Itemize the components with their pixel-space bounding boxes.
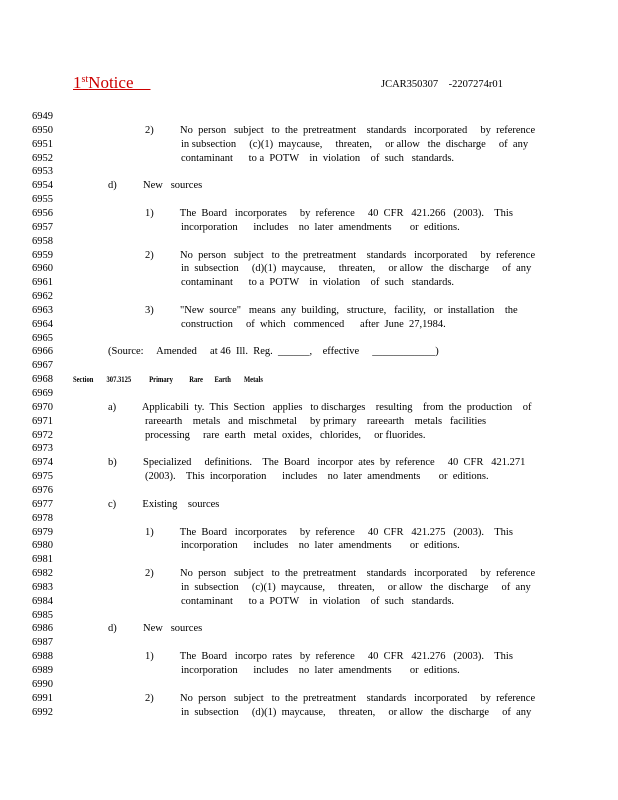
line-number: 6954 bbox=[32, 180, 53, 192]
line-text: in subsection (c)(1) maycause, threaten, or allow the discharge of any bbox=[181, 581, 531, 593]
document-line bbox=[0, 595, 618, 609]
document-line bbox=[0, 664, 618, 678]
document-line bbox=[0, 193, 618, 207]
document-line bbox=[0, 179, 618, 193]
line-number: 6953 bbox=[32, 166, 53, 178]
document-line bbox=[0, 526, 618, 540]
document-line bbox=[0, 152, 618, 166]
line-text: d) New sources bbox=[108, 623, 203, 635]
line-text: 2) No person subject to the pretreatment standards incorporated by reference bbox=[145, 124, 536, 136]
line-number: 6980 bbox=[32, 540, 53, 552]
line-number: 6963 bbox=[32, 304, 53, 316]
line-number: 6967 bbox=[32, 360, 53, 372]
line-text: 1) The Board incorporates by reference 40 CFR 421.266 (2003). This bbox=[145, 207, 513, 219]
line-number: 6961 bbox=[32, 277, 53, 289]
line-number: 6978 bbox=[32, 512, 53, 524]
line-number: 6956 bbox=[32, 207, 53, 219]
document-line bbox=[0, 415, 618, 429]
document-code: JCAR350307 -2207274r01 bbox=[381, 79, 503, 90]
line-number: 6986 bbox=[32, 623, 53, 635]
document-line bbox=[0, 692, 618, 706]
document-line bbox=[0, 442, 618, 456]
line-number: 6982 bbox=[32, 568, 53, 580]
line-text: 2) No person subject to the pretreatment standards incorporated by reference bbox=[145, 568, 536, 580]
document-line bbox=[0, 512, 618, 526]
line-number: 6985 bbox=[32, 609, 53, 621]
document-line bbox=[0, 401, 618, 415]
line-number: 6989 bbox=[32, 665, 53, 676]
document-line bbox=[0, 581, 618, 595]
line-text: processing rare earth metal oxides, chlorides, or fluorides. bbox=[145, 429, 426, 441]
line-number: 6987 bbox=[32, 637, 53, 649]
document-line bbox=[0, 138, 618, 152]
line-text: 3) "New source" means any building, structure, facility, or installation the bbox=[145, 304, 518, 316]
document-line bbox=[0, 650, 618, 664]
line-number: 6976 bbox=[32, 484, 53, 496]
line-text: in subsection (c)(1) maycause, threaten, or allow the discharge of any bbox=[181, 138, 529, 150]
line-number: 6979 bbox=[32, 526, 53, 538]
document-line bbox=[0, 539, 618, 553]
line-text: incorporation includes no later amendments or editions. bbox=[181, 540, 460, 552]
document-line bbox=[0, 567, 618, 581]
line-text: contaminant to a POTW in violation of such standards. bbox=[181, 152, 455, 164]
notice-heading bbox=[73, 72, 151, 94]
line-number: 6984 bbox=[32, 595, 53, 607]
document-line bbox=[0, 553, 618, 567]
line-number: 6957 bbox=[32, 221, 53, 233]
line-text: (2003). This incorporation includes no later amendments or editions. bbox=[145, 471, 489, 483]
line-text: 1) The Board incorpo rates by reference 40 CFR 421.276 (2003). This bbox=[145, 651, 513, 663]
line-number: 6975 bbox=[32, 471, 53, 483]
line-number: 6971 bbox=[32, 415, 53, 427]
line-number: 6960 bbox=[32, 263, 53, 275]
line-number: 6950 bbox=[32, 124, 53, 136]
document-line bbox=[0, 290, 618, 304]
line-text: 2) No person subject to the pretreatment standards incorporated by reference bbox=[145, 249, 536, 261]
document-line bbox=[0, 609, 618, 623]
line-number: 6973 bbox=[32, 443, 53, 455]
document-line bbox=[0, 456, 618, 470]
line-number: 6981 bbox=[32, 554, 53, 566]
document-line bbox=[0, 498, 618, 512]
document-line bbox=[0, 249, 618, 263]
line-text: (Source: Amended at 46 Ill. Reg. ______, effective ____________) bbox=[108, 346, 439, 358]
line-number: 6965 bbox=[32, 332, 53, 344]
line-text: Section 307.3125 Primary Rare Earth Metals bbox=[73, 375, 263, 385]
line-number: 6972 bbox=[32, 429, 53, 441]
document-line bbox=[0, 318, 618, 332]
line-text: rareearth metals and mischmetal by primary rareearth metals facilities bbox=[145, 415, 487, 427]
section-heading-line bbox=[0, 373, 618, 387]
document-line bbox=[0, 276, 618, 290]
line-number: 6949 bbox=[32, 111, 53, 122]
document-line bbox=[0, 706, 618, 720]
document-line bbox=[0, 332, 618, 346]
line-number: 6951 bbox=[32, 138, 53, 150]
line-number: 6962 bbox=[32, 291, 53, 303]
line-text: 2) No person subject to the pretreatment standards incorporated by reference bbox=[145, 692, 536, 704]
line-text: d) New sources bbox=[108, 180, 203, 192]
document-line bbox=[0, 678, 618, 692]
line-number: 6969 bbox=[32, 388, 53, 399]
line-text: b) Specialized definitions. The Board incorpor ates by reference 40 CFR 421.271 bbox=[108, 457, 526, 469]
line-number: 6955 bbox=[32, 194, 53, 206]
document-line bbox=[0, 470, 618, 484]
line-text: incorporation includes no later amendments or editions. bbox=[181, 665, 460, 676]
document-line bbox=[0, 622, 618, 636]
document-line bbox=[0, 124, 618, 138]
line-text: c) Existing sources bbox=[108, 498, 220, 510]
line-number: 6983 bbox=[32, 581, 53, 593]
line-number: 6991 bbox=[32, 692, 53, 704]
document-line bbox=[0, 484, 618, 498]
document-line bbox=[0, 262, 618, 276]
line-text: 1) The Board incorporates by reference 40 CFR 421.275 (2003). This bbox=[145, 526, 513, 538]
notice-ordinal-suffix: st bbox=[81, 74, 89, 85]
line-text: contaminant to a POTW in violation of such standards. bbox=[181, 277, 455, 289]
line-number: 6992 bbox=[32, 706, 53, 718]
document-line bbox=[0, 345, 618, 359]
document-line bbox=[0, 429, 618, 443]
line-number: 6977 bbox=[32, 498, 53, 510]
line-text: in subsection (d)(1) maycause, threaten, or allow the discharge of any bbox=[181, 263, 532, 275]
notice-word: Notice bbox=[88, 73, 134, 92]
document-line bbox=[0, 110, 618, 124]
line-number: 6952 bbox=[32, 152, 53, 164]
line-text: construction of which commenced after June 27,1984. bbox=[181, 318, 446, 330]
line-number: 6959 bbox=[32, 249, 53, 261]
document-line bbox=[0, 359, 618, 373]
line-number: 6964 bbox=[32, 318, 53, 330]
document-line bbox=[0, 636, 618, 650]
line-number: 6968 bbox=[32, 374, 53, 386]
line-number: 6970 bbox=[32, 401, 53, 413]
line-text: incorporation includes no later amendments or editions. bbox=[181, 221, 460, 233]
notice-ordinal: 1 bbox=[73, 73, 82, 92]
document-line bbox=[0, 235, 618, 249]
line-text: in subsection (d)(1) maycause, threaten, or allow the discharge of any bbox=[181, 706, 532, 718]
line-text: contaminant to a POTW in violation of such standards. bbox=[181, 595, 455, 607]
line-text: a) Applicabili ty. This Section applies to discharges resulting from the production of bbox=[108, 401, 532, 413]
line-number: 6988 bbox=[32, 651, 53, 663]
document-line bbox=[0, 165, 618, 179]
line-number: 6966 bbox=[32, 346, 53, 358]
document-line bbox=[0, 221, 618, 235]
line-number: 6974 bbox=[32, 457, 53, 469]
line-number: 6990 bbox=[32, 678, 53, 690]
document-line bbox=[0, 387, 618, 401]
document-line bbox=[0, 207, 618, 221]
document-line bbox=[0, 304, 618, 318]
line-number: 6958 bbox=[32, 235, 53, 247]
